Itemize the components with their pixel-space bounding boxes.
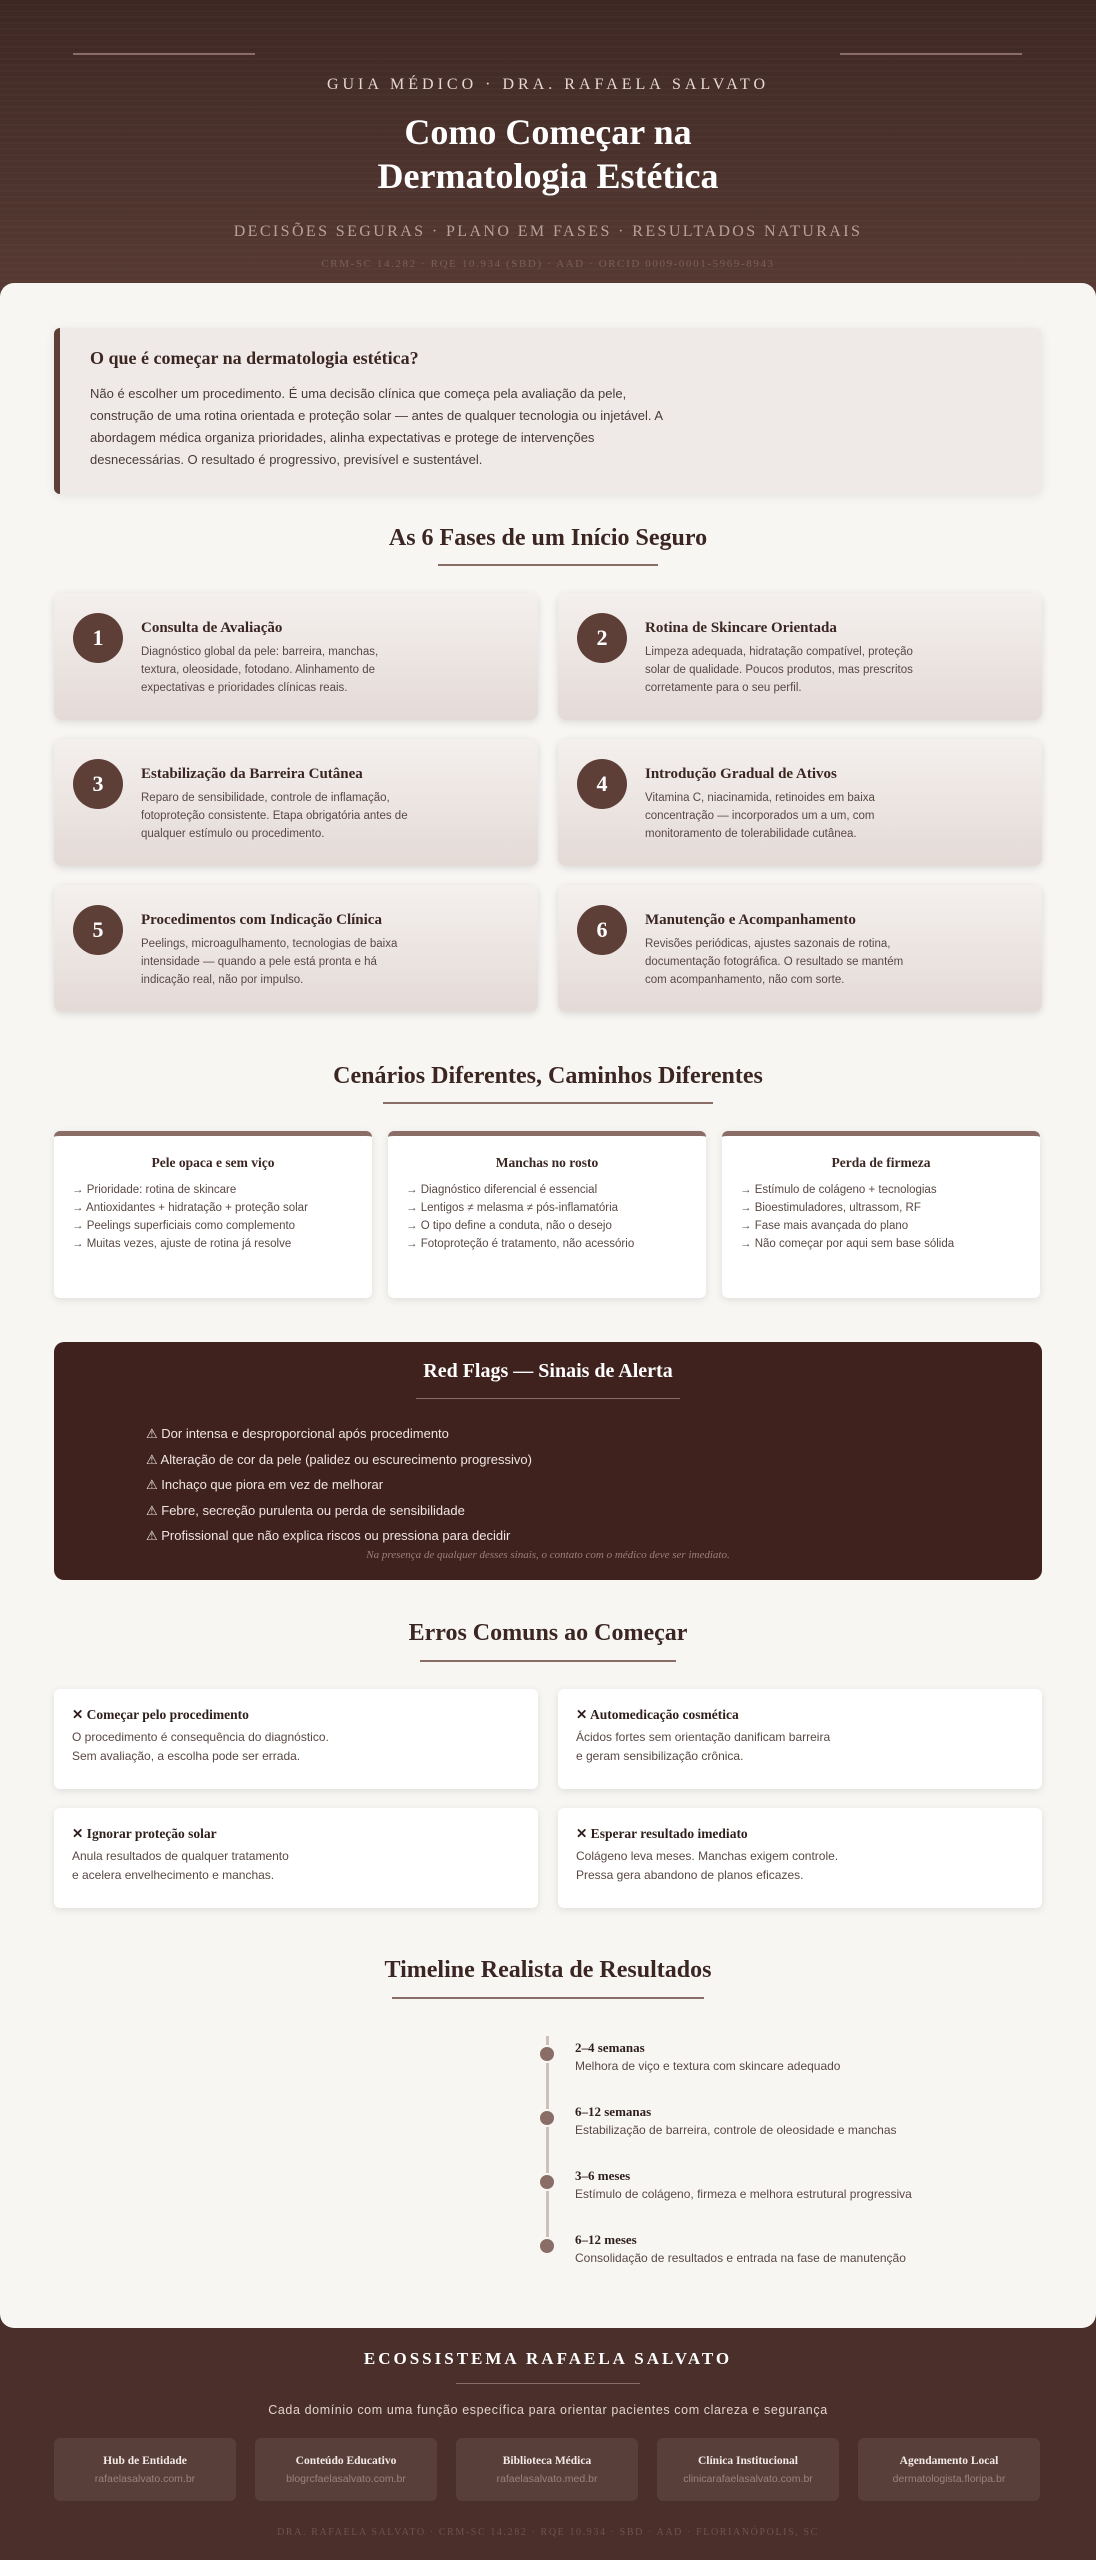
error-card-immediate-results [558, 1808, 1042, 1908]
hero-kicker: GUIA MÉDICO · DRA. RAFAELA SALVATO [326, 76, 770, 93]
hub-name: Conteúdo Educativo [295, 2455, 397, 2467]
footer-subtitle: Cada domínio com uma função específica para orientar pacientes com clareza e segurança [268, 2403, 828, 2417]
scenario-list [740, 1181, 1040, 1253]
footer-rule [456, 2383, 640, 2384]
scenario-card-spots [388, 1131, 706, 1298]
hub-name: Clínica Institucional [697, 2455, 798, 2467]
timeline-dot [538, 2173, 556, 2191]
phase-number-badge: 4 [577, 759, 627, 809]
red-flags-panel [54, 1342, 1042, 1580]
footer-title: ECOSSISTEMA RAFAELA SALVATO [363, 2349, 733, 2368]
hub-link-entity[interactable] [54, 2438, 236, 2501]
phase-title: Introdução Gradual de Ativos [645, 766, 837, 782]
page-title-line-2: Dermatologia Estética [377, 156, 719, 196]
hub-domain: rafaelasalvato.com.br [94, 2473, 196, 2485]
timeline-period: 2–4 semanas [575, 2040, 645, 2055]
error-text: Colágeno leva meses. Manchas exigem controle. Pressa gera abandono de planos eficazes. [576, 1849, 839, 1882]
hub-link-clinic[interactable] [657, 2438, 839, 2501]
error-card-no-sunscreen [54, 1808, 538, 1908]
phase-number-badge: 6 [577, 905, 627, 955]
timeline-dot [538, 2237, 556, 2255]
timeline-item [575, 2040, 840, 2073]
main-content [0, 283, 1096, 2328]
scenario-title: Perda de firmeza [831, 1155, 931, 1170]
phase-number-badge: 5 [73, 905, 123, 955]
phase-card-6 [558, 885, 1042, 1012]
list-item: → Antioxidantes + hidratação + proteção solar [72, 1202, 308, 1214]
intro-card [54, 328, 1042, 494]
scenario-card-opaque-skin [54, 1131, 372, 1298]
phase-card-1 [54, 593, 538, 720]
hub-name: Hub de Entidade [103, 2455, 187, 2467]
phases-title: As 6 Fases de um Início Seguro [388, 525, 708, 551]
timeline-dot [538, 2045, 556, 2063]
error-title: ✕ Esperar resultado imediato [576, 1826, 748, 1841]
list-item: → Muitas vezes, ajuste de rotina já resolve [72, 1238, 292, 1250]
hub-name: Biblioteca Médica [502, 2455, 592, 2467]
scenario-card-firmness [722, 1131, 1040, 1298]
phase-card-2 [558, 593, 1042, 720]
intro-title: O que é começar na dermatologia estética? [90, 348, 419, 368]
phase-text: Peelings, microagulhamento, tecnologias de baixa intensidade — quando a pele está pronta e há indicação real, não por impulso. [141, 938, 398, 986]
hero-subtitle: DECISÕES SEGURAS · PLANO EM FASES · RESULTADOS NATURAIS [233, 223, 863, 240]
timeline-dot [538, 2109, 556, 2127]
scenarios-title: Cenários Diferentes, Caminhos Diferentes [333, 1063, 763, 1089]
hub-link-scheduling[interactable] [858, 2438, 1040, 2501]
hub-domain: clinicarafaelasalvato.com.br [683, 2473, 813, 2485]
timeline-title-rule [392, 1997, 704, 1999]
phase-card-3 [54, 739, 538, 866]
hub-link-educational[interactable] [255, 2438, 437, 2501]
phase-title: Estabilização da Barreira Cutânea [141, 766, 363, 782]
list-item: → Não começar por aqui sem base sólida [740, 1238, 955, 1250]
hero-header [0, 0, 1096, 300]
phase-text: Diagnóstico global da pele: barreira, manchas, textura, oleosidade, fotodano. Alinhamento de expectativas e prioridades clínicas reais. [141, 646, 379, 694]
timeline-text: Estabilização de barreira, controle de oleosidade e manchas [575, 2123, 897, 2137]
timeline-item [575, 2168, 912, 2201]
red-flag-item: ⚠ Alteração de cor da pele (palidez ou escurecimento progressivo) [146, 1451, 532, 1467]
error-text: Anula resultados de qualquer tratamento e acelera envelhecimento e manchas. [72, 1849, 289, 1882]
errors-title-rule [420, 1660, 676, 1662]
red-flags-list [146, 1421, 532, 1549]
list-item: → Fotoproteção é tratamento, não acessório [406, 1238, 635, 1250]
red-flag-item: ⚠ Dor intensa e desproporcional após procedimento [146, 1426, 449, 1441]
error-card-self-medication [558, 1689, 1042, 1789]
errors-title: Erros Comuns ao Começar [408, 1620, 688, 1646]
phase-text: Vitamina C, niacinamida, retinoides em baixa concentração — incorporados um a um, com monitoramento de tolerabilidade cutânea. [645, 792, 875, 840]
red-flag-item: ⚠ Febre, secreção purulenta ou perda de sensibilidade [146, 1502, 465, 1518]
error-title: ✕ Automedicação cosmética [576, 1707, 739, 1722]
phase-text: Revisões periódicas, ajustes sazonais de rotina, documentação fotográfica. O resultado se mantém com acompanhamento, não com sorte. [645, 938, 904, 986]
page-title-line-1: Como Começar na [404, 112, 692, 152]
page-title [0, 110, 1096, 198]
timeline-period: 6–12 semanas [575, 2104, 652, 2119]
hub-name: Agendamento Local [899, 2455, 999, 2467]
phase-number-badge: 1 [73, 613, 123, 663]
scenario-list [72, 1181, 372, 1253]
scenario-list [406, 1181, 706, 1253]
phase-number-badge: 2 [577, 613, 627, 663]
scenarios-title-rule [383, 1102, 713, 1104]
red-flags-rule [416, 1398, 680, 1399]
error-title: ✕ Começar pelo procedimento [72, 1707, 249, 1722]
list-item: → Estímulo de colágeno + tecnologias [740, 1184, 937, 1196]
hero-divider-left [73, 53, 255, 55]
scenario-title: Manchas no rosto [495, 1155, 599, 1170]
phase-card-5 [54, 885, 538, 1012]
timeline-text: Melhora de viço e textura com skincare adequado [575, 2059, 841, 2073]
hub-link-medical-library[interactable] [456, 2438, 638, 2501]
footer-credentials: DRA. RAFAELA SALVATO · CRM-SC 14.282 · RQE 10.934 · SBD · AAD · FLORIANÓPOLIS, SC [277, 2527, 819, 2538]
timeline-item [575, 2232, 906, 2265]
timeline-title: Timeline Realista de Resultados [384, 1957, 712, 1983]
timeline-period: 6–12 meses [575, 2232, 637, 2247]
phase-title: Procedimentos com Indicação Clínica [141, 912, 382, 928]
phase-title: Consulta de Avaliação [141, 620, 283, 636]
timeline-text: Estímulo de colágeno, firmeza e melhora estrutural progressiva [575, 2187, 912, 2201]
error-text: Ácidos fortes sem orientação danificam barreira e geram sensibilização crônica. [576, 1730, 831, 1763]
timeline-item [575, 2104, 897, 2137]
phase-text: Limpeza adequada, hidratação compatível, proteção solar de qualidade. Poucos produtos, mas prescritos corretamente para o seu perfil. [645, 646, 913, 694]
list-item: → Diagnóstico diferencial é essencial [406, 1184, 598, 1196]
intro-text: Não é escolher um procedimento. É uma decisão clínica que começa pela avaliação da pele, construção de uma rotina orientada e proteção solar — antes de qualquer tecnologia ou injetável. A abordagem médica organiza prioridades, alinha expectativas e protege de intervenções desnecessárias. O resultado é progressivo, previsível e sustentável. [90, 386, 663, 467]
list-item: → Peelings superficiais como complemento [72, 1220, 296, 1232]
red-flag-item: ⚠ Profissional que não explica riscos ou pressiona para decidir [146, 1528, 511, 1543]
list-item: → Fase mais avançada do plano [740, 1220, 909, 1232]
scenario-title: Pele opaca e sem viço [151, 1155, 275, 1170]
hero-credentials: CRM-SC 14.282 · RQE 10.934 (SBD) · AAD · ORCID 0009-0001-5969-8943 [321, 258, 775, 270]
list-item: → Bioestimuladores, ultrassom, RF [740, 1202, 921, 1214]
phase-title: Rotina de Skincare Orientada [645, 620, 837, 636]
error-text: O procedimento é consequência do diagnóstico. Sem avaliação, a escolha pode ser errada. [72, 1730, 329, 1763]
phases-title-rule [438, 564, 658, 566]
list-item: → Lentigos ≠ melasma ≠ pós-inflamatória [406, 1202, 619, 1214]
phase-title: Manutenção e Acompanhamento [645, 912, 856, 928]
phase-text: Reparo de sensibilidade, controle de inflamação, fotoproteção consistente. Etapa obrigatória antes de qualquer estímulo ou procedimento. [141, 792, 408, 840]
red-flags-note: Na presença de qualquer desses sinais, o contato com o médico deve ser imediato. [366, 1549, 730, 1561]
timeline-axis [546, 2036, 549, 2238]
red-flags-title: Red Flags — Sinais de Alerta [423, 1360, 673, 1382]
phase-number-badge: 3 [73, 759, 123, 809]
red-flag-item: ⚠ Inchaço que piora em vez de melhorar [146, 1477, 384, 1492]
hub-domain: rafaelasalvato.med.br [496, 2473, 598, 2485]
error-title: ✕ Ignorar proteção solar [72, 1826, 217, 1841]
error-card-procedure-first [54, 1689, 538, 1789]
timeline-text: Consolidação de resultados e entrada na fase de manutenção [575, 2251, 906, 2265]
list-item: → Prioridade: rotina de skincare [72, 1184, 237, 1196]
hub-domain: blogrcfaelasalvato.com.br [286, 2473, 406, 2485]
timeline-period: 3–6 meses [575, 2168, 631, 2183]
phase-card-4 [558, 739, 1042, 866]
hero-divider-right [840, 53, 1022, 55]
list-item: → O tipo define a conduta, não o desejo [406, 1220, 612, 1232]
hub-domain: dermatologista.floripa.br [892, 2473, 1006, 2485]
